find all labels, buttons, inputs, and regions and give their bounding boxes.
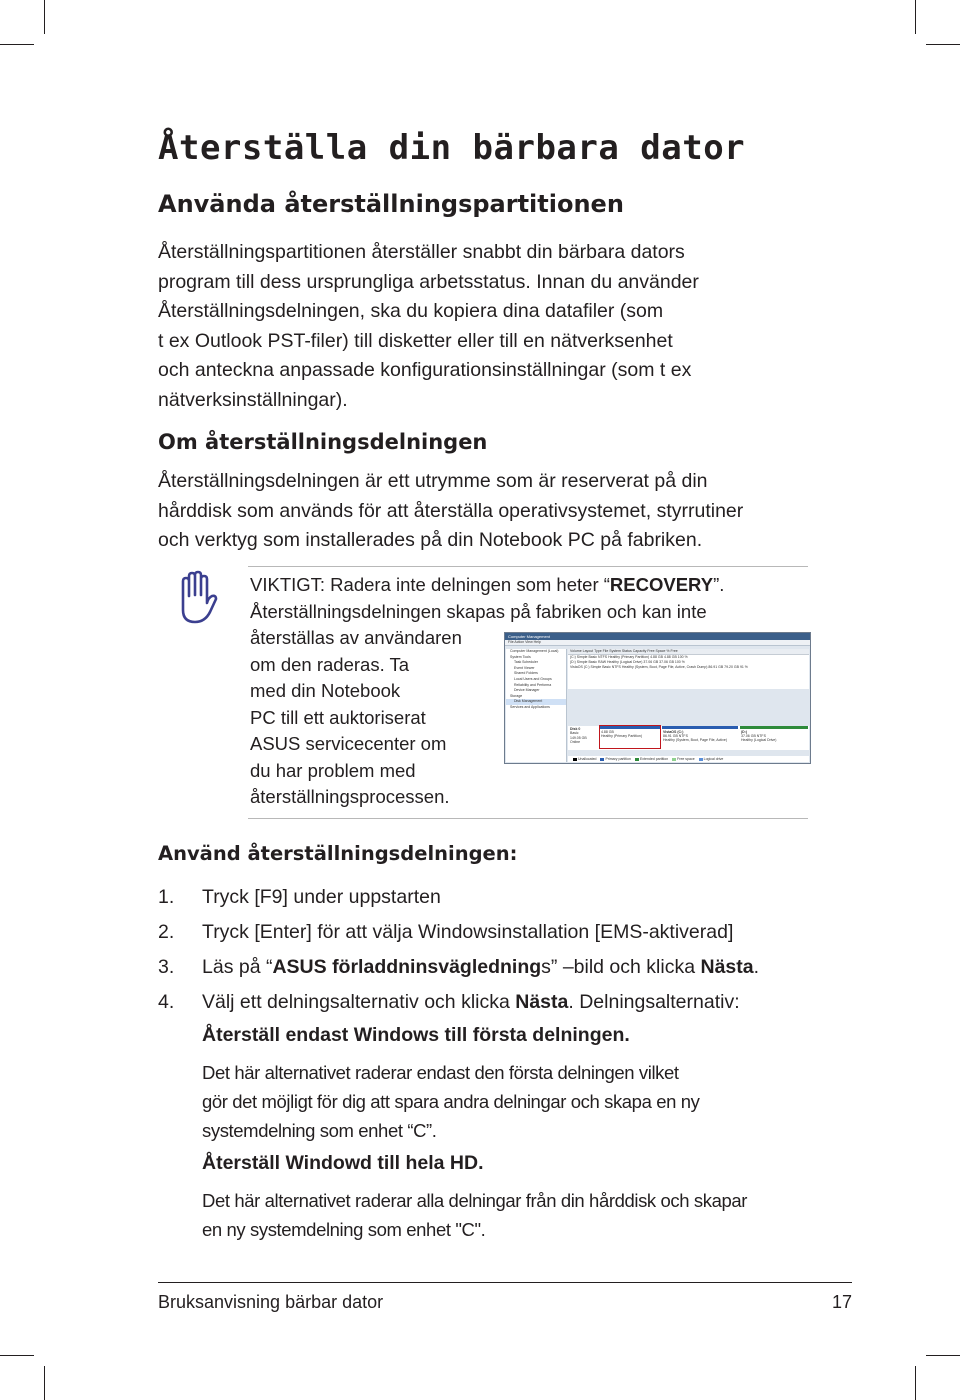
note-bottom-rule	[248, 818, 808, 819]
option-title: Återställ endast Windows till första delningen.	[202, 1024, 630, 1046]
list-item: 4. Välj ett delningsalternativ och klicka Nästa. Delningsalternativ:	[158, 991, 740, 1013]
about-heading: Om återställningsdelningen	[158, 430, 488, 454]
legend: Unallocated Primary partition Extended partition Free space Logical drive	[568, 756, 809, 762]
table-header: Volume Layout Type File System Status Capacity Free Space % Free	[568, 649, 809, 655]
steps-list	[158, 882, 858, 1022]
section-heading: Använda återställningspartitionen	[158, 190, 624, 218]
paragraph-line: t ex Outlook PST-filer) till disketter eller till en nätverksenhet	[158, 329, 673, 352]
tree-item: Event Viewer	[514, 665, 535, 670]
paragraph-line: Återställningsdelningen, ska du kopiera dina datafiler (som	[158, 300, 664, 322]
hand-stop-icon	[174, 570, 220, 626]
paragraph-line: och anteckna anpassade konfigurationsinställningar (som t ex	[158, 359, 692, 381]
list-item: 1. Tryck [F9] under uppstarten	[158, 886, 441, 908]
crop-mark	[44, 1366, 45, 1400]
partition: 4.88 GB Healthy (Primary Partition)	[600, 726, 660, 748]
paragraph-line: nätverksinställningar).	[158, 388, 348, 411]
paragraph-line: hårddisk som används för att återställa operativsystemet, styrrutiner	[158, 499, 744, 522]
disk-management-screenshot	[504, 632, 811, 764]
table-row: (C:) Simple Basic NTFS Healthy (Primary Partition) 4.88 GB 4.88 GB 100 %	[570, 655, 688, 659]
note-line: om den raderas. Ta	[250, 653, 410, 675]
tree-item: Services and Applications	[510, 704, 550, 709]
note-line: med din Notebook	[250, 680, 401, 701]
tree-item: Task Scheduler	[514, 660, 538, 665]
tree-item: Computer Management (Local)	[510, 649, 559, 653]
paragraph-line: program till dess ursprungliga arbetsstatus. Innan du använder	[158, 270, 699, 293]
table-row: (D:) Simple Basic RAW Healthy (Logical Drive) 37.06 GB 37.06 GB 100 %	[570, 660, 685, 664]
note-top-rule	[248, 566, 808, 567]
menu-bar: File Action View Help	[505, 640, 810, 646]
partition: (D:) 37.06 GB NTFS Healthy (Logical Drive)	[740, 726, 808, 748]
page-title: Återställa din bärbara dator	[158, 128, 746, 168]
crop-mark	[926, 1355, 960, 1356]
crop-mark	[0, 1355, 34, 1356]
list-item: 2. Tryck [Enter] för att välja Windowsinstallation [EMS-aktiverad]	[158, 921, 734, 943]
table-row: VistaOS (C:) Simple Basic NTFS Healthy (System, Boot, Page File, Active, Crash Dump) 86.91 GB 79.20 GB 91 %	[570, 665, 748, 669]
tree-item: Storage	[510, 693, 523, 698]
volume-table	[568, 649, 809, 689]
paragraph-line: Återställningspartitionen återställer snabbt din bärbara dators	[158, 241, 685, 263]
tree-item: Device Manager	[514, 688, 540, 693]
tree-item: Disk Management	[506, 699, 566, 705]
option-title: Återställ Windowd till hela HD.	[202, 1152, 484, 1174]
recovery-label: RECOVERY	[609, 574, 714, 595]
window-title: Computer Management	[505, 633, 810, 640]
paragraph-line: Återställningsdelningen är ett utrymme som är reserverat på din	[158, 470, 708, 492]
footer-title: Bruksanvisning bärbar dator	[158, 1292, 384, 1312]
note-line: VIKTIGT: Radera inte delningen som heter “RECOVERY”.	[250, 574, 725, 595]
note-line: återställningsprocessen.	[250, 786, 450, 807]
intro-paragraph	[158, 238, 798, 415]
paragraph-line: och verktyg som installerades på din Notebook PC på fabriken.	[158, 529, 703, 551]
page-number: 17	[831, 1292, 852, 1312]
crop-mark	[0, 44, 34, 45]
disk-map	[568, 726, 809, 750]
note-line: återställas av användaren	[250, 627, 462, 648]
tree-item: System Tools	[510, 654, 531, 659]
note-line: PC till ett auktoriserat	[250, 706, 426, 728]
tree-item: Local Users and Groups	[514, 676, 552, 681]
crop-mark	[915, 1366, 916, 1400]
crop-mark	[915, 0, 916, 34]
crop-mark	[926, 44, 960, 45]
navigation-tree	[506, 649, 567, 762]
partition: VistaOS (C:) 86.91 GB NTFS Healthy (System, Boot, Page File, Active)	[662, 726, 738, 748]
option-description: Det här alternativet raderar alla delningar från din hårddisk och skapar en ny systemdelning som enhet "C".	[202, 1190, 748, 1240]
about-paragraph	[158, 467, 798, 556]
note-line: Återställningsdelningen skapas på fabriken och kan inte	[250, 600, 707, 622]
note-line: ASUS servicecenter om	[250, 733, 447, 754]
disk-label: Disk 0 Basic 149.05 GB Online	[570, 727, 587, 745]
tree-item: Reliability and Performa	[514, 682, 552, 687]
usage-heading: Använd återställningsdelningen:	[158, 842, 518, 865]
list-item: 3. Läs på “ASUS förladdninsväglednings” –bild och klicka Nästa.	[158, 956, 760, 978]
option-description: Det här alternativet raderar endast den första delningen vilket gör det möjligt för dig att spara andra delningar och skapa en ny systemdelning som enhet “C”.	[202, 1062, 700, 1141]
note-line: du har problem med	[250, 759, 416, 781]
crop-mark	[44, 0, 45, 34]
tree-item: Shared Folders	[514, 671, 538, 676]
footer-rule	[158, 1282, 852, 1283]
